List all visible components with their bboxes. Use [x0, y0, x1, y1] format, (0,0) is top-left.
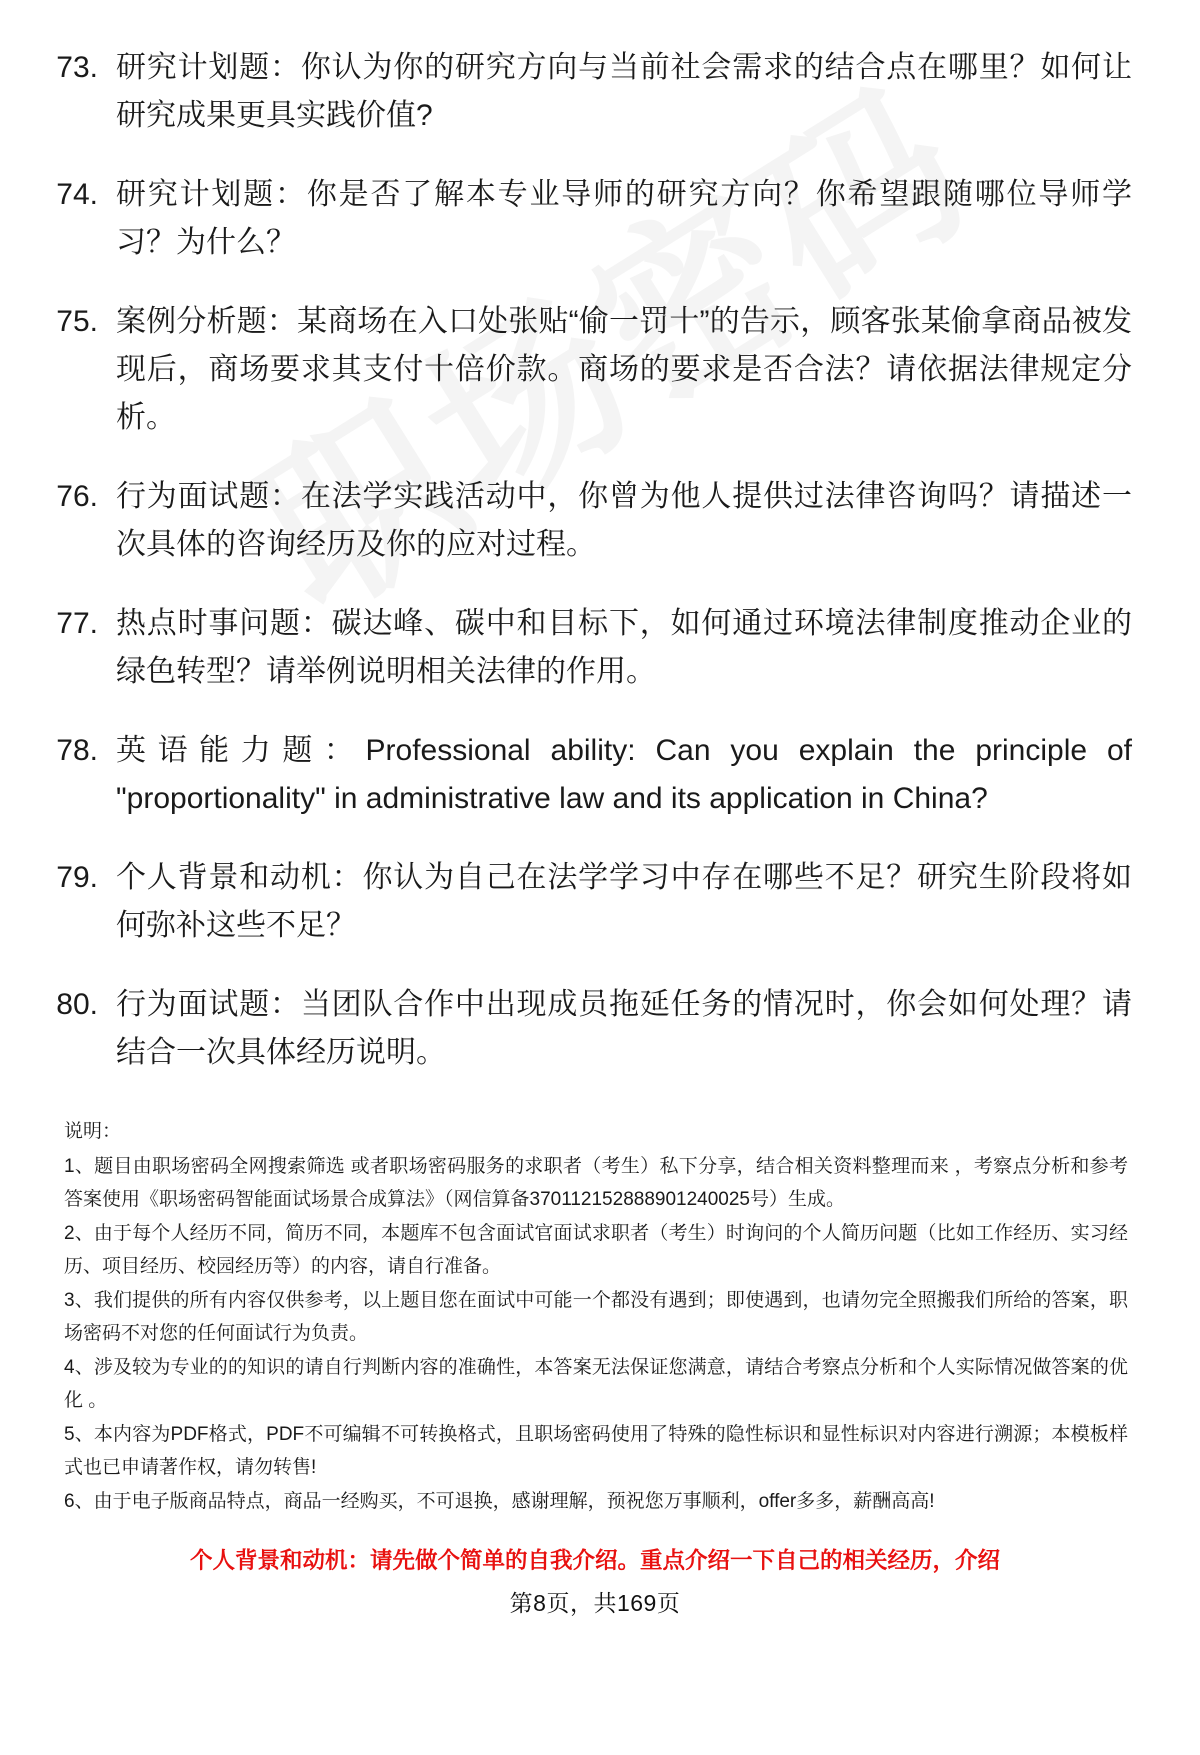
note-item: 3、我们提供的所有内容仅供参考，以上题目您在面试中可能一个都没有遇到；即使遇到，也请勿完全照搬我们所给的答案，职场密码不对您的任何面试行为负责。: [64, 1290, 1128, 1344]
notes-title: 说明：: [64, 1121, 122, 1142]
question-number: 73.: [56, 51, 98, 84]
list-item: [48, 727, 1142, 823]
list-item: [48, 298, 1142, 442]
question-text: 行为面试题：当团队合作中出现成员拖延任务的情况时，你会如何处理？请结合一次具体经历说明。: [116, 988, 1132, 1069]
question-list: [48, 44, 1142, 1077]
question-number: 78.: [56, 734, 98, 767]
note-item: 2、由于每个人经历不同，简历不同，本题库不包含面试官面试求职者（考生）时询问的个人简历问题（比如工作经历、实习经历、项目经历、校园经历等）的内容，请自行准备。: [64, 1223, 1128, 1277]
list-item: [48, 473, 1142, 569]
list-item: [48, 171, 1142, 267]
list-item: [48, 854, 1142, 950]
note-item: 5、本内容为PDF格式，PDF不可编辑不可转换格式，且职场密码使用了特殊的隐性标识和显性标识对内容进行溯源；本模板样式也已申请著作权，请勿转售!: [64, 1424, 1128, 1478]
question-text: 研究计划题：你是否了解本专业导师的研究方向？你希望跟随哪位导师学习？为什么？: [116, 178, 1132, 259]
list-item: [48, 981, 1142, 1077]
list-item: [48, 44, 1142, 140]
question-number: 80.: [56, 988, 98, 1021]
note-item: 6、由于电子版商品特点，商品一经购买，不可退换，感谢理解，预祝您万事顺利，offer多多，薪酬高高!: [64, 1491, 935, 1512]
page-number: 第8页，共169页: [509, 1590, 681, 1616]
question-number: 75.: [56, 305, 98, 338]
note-item: 4、涉及较为专业的的知识的请自行判断内容的准确性，本答案无法保证您满意，请结合考察点分析和个人实际情况做答案的优化 。: [64, 1357, 1128, 1411]
question-text: 案例分析题：某商场在入口处张贴“偷一罚十”的告示，顾客张某偷拿商品被发现后，商场要求其支付十倍价款。商场的要求是否合法？请依据法律规定分析。: [116, 305, 1132, 434]
notes-section: [48, 1115, 1142, 1518]
question-number: 79.: [56, 861, 98, 894]
question-text: 个人背景和动机：你认为自己在法学学习中存在哪些不足？研究生阶段将如何弥补这些不足？: [116, 861, 1132, 942]
question-number: 77.: [56, 607, 98, 640]
question-number: 76.: [56, 480, 98, 513]
question-number: 74.: [56, 178, 98, 211]
note-item: 1、题目由职场密码全网搜索筛选 或者职场密码服务的求职者（考生）私下分享，结合相关资料整理而来 ，考察点分析和参考答案使用《职场密码智能面试场景合成算法》（网信算备370112152888901240025号）生成。: [64, 1156, 1128, 1210]
question-text: 英语能力题：Professional ability: Can you explain the principle of "proportionality" in administrative law and its application in China?: [116, 734, 1132, 815]
page-content: [48, 44, 1142, 1618]
question-text: 热点时事问题：碳达峰、碳中和目标下，如何通过环境法律制度推动企业的绿色转型？请举例说明相关法律的作用。: [116, 607, 1132, 688]
list-item: [48, 600, 1142, 696]
question-text: 行为面试题：在法学实践活动中，你曾为他人提供过法律咨询吗？请描述一次具体的咨询经历及你的应对过程。: [116, 480, 1132, 561]
footer-highlight-text: 个人背景和动机：请先做个简单的自我介绍。重点介绍一下自己的相关经历，介绍: [189, 1548, 1000, 1573]
question-text: 研究计划题：你认为你的研究方向与当前社会需求的结合点在哪里？如何让研究成果更具实践价值?: [116, 51, 1132, 132]
